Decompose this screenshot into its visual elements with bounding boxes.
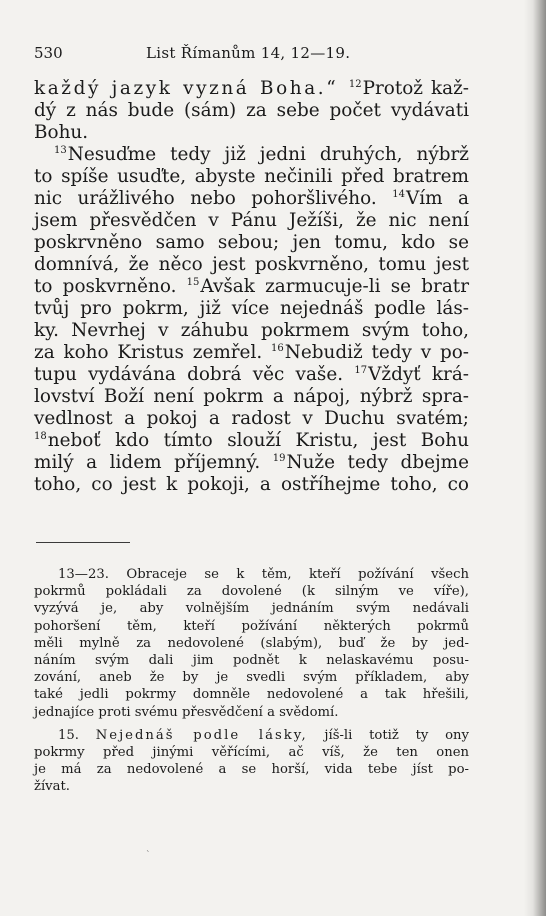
text-segment: nic urážlivého nebo pohoršlivého.	[34, 188, 393, 209]
text-line: náním svým dali jim podnět k nelaskavému posu-	[34, 653, 469, 669]
text-segment: Nuže tedy dbejme	[286, 452, 469, 473]
text-line: je má za nedovolené a se horší, vida tebe jíst po-	[34, 762, 469, 778]
verse-number: 12	[348, 79, 362, 90]
verse-number: 13	[54, 145, 67, 156]
text-line: vedlnost a pokoj a radost v Duchu svatém;	[34, 408, 469, 429]
text-line: dý z nás bude (sám) za sebe počet vydávati	[34, 100, 469, 121]
text-line: jsem přesvědčen v Pánu Ježíši, že nic není	[34, 210, 469, 231]
text-line: lovství Boží není pokrm a nápoj, nýbrž spra-	[34, 386, 469, 407]
text-segment: Nebudiž tedy v po-	[284, 342, 470, 363]
text-line: domnívá, že něco jest poskvrněno, tomu jest	[34, 254, 469, 275]
text-line	[34, 430, 469, 452]
text-segment: neboť kdo tímto slouží Kristu, jest Bohu	[47, 430, 469, 451]
text-line	[34, 727, 469, 744]
text-line: jednajíce proti svému přesvědčení a svědomí.	[34, 704, 339, 720]
text-line: měli mylně za nedovolené (slabým), buď že by jed-	[34, 635, 469, 651]
page-edge-shadow	[524, 0, 546, 916]
text-line: pokrmů pokládali za dovolené (k silným ve víře),	[34, 584, 469, 600]
text-line: ky. Nevrhej v záhubu pokrmem svým toho,	[34, 320, 469, 341]
text-segment: Nesuďme tedy již jedni druhých, nýbrž	[67, 144, 469, 165]
stray-mark: `	[146, 851, 151, 861]
text-segment: milý a lidem příjemný.	[34, 452, 273, 473]
text-line: to spíše usuďte, abyste nečinili před bratrem	[34, 166, 469, 187]
spaced-text: Nejednáš podle lásky,	[95, 727, 308, 743]
footnote-15	[34, 727, 469, 796]
text-line: poskrvněno samo sebou; jen tomu, kdo se	[34, 232, 469, 253]
text-line: pohoršení těm, kteří požívání některých pokrmů	[34, 618, 469, 634]
text-line	[34, 188, 469, 210]
spaced-text: každý jazyk vyzná Boha.“	[34, 78, 349, 99]
page-number: 530	[34, 44, 63, 62]
text-segment: 15.	[58, 727, 96, 743]
text-segment: jíš-li totiž ty ony	[307, 727, 469, 743]
running-head: List Římanům 14, 12—19.	[146, 44, 351, 62]
main-text	[34, 78, 469, 496]
verse-number: 17	[354, 365, 368, 376]
text-line	[34, 452, 469, 474]
footnote-rule	[36, 542, 130, 543]
text-line: pokrmy před jinými věřícími, ač víš, že ten onen	[34, 745, 469, 761]
text-segment: Avšak zarmucuje-li se bratr	[200, 276, 469, 297]
text-segment: tupu vydávána dobrá věc vaše.	[34, 364, 355, 385]
verse-number: 16	[271, 343, 284, 354]
text-segment: Vím a	[405, 188, 469, 209]
footnote-13-23	[34, 566, 469, 721]
text-line: toho, co jest k pokoji, a ostříhejme toho, co	[34, 474, 469, 495]
text-segment: Vždyť krá-	[368, 364, 470, 385]
verse-number: 15	[186, 277, 200, 288]
verse-number: 19	[272, 453, 286, 464]
text-line	[34, 78, 469, 100]
footnotes	[34, 566, 469, 802]
verse-number: 14	[392, 189, 405, 200]
verse-number: 18	[34, 431, 47, 442]
page-header	[34, 44, 474, 68]
text-segment: to poskvrněno.	[34, 276, 187, 297]
text-segment: za koho Kristus zemřel.	[34, 342, 271, 363]
text-line	[34, 364, 469, 386]
text-line: vyzývá je, aby volnějším jednáním svým nedávali	[34, 601, 469, 617]
text-line	[34, 276, 469, 298]
text-line	[34, 342, 469, 364]
text-line: tvůj pro pokrm, již více nejednáš podle lás-	[34, 298, 469, 319]
text-line	[34, 144, 469, 166]
text-line: zování, aneb že by je svedli svým příkladem, aby	[34, 670, 469, 686]
text-line: Bohu.	[34, 122, 89, 143]
text-line: také jedli pokrmy domněle nedovolené a tak hřešili,	[34, 687, 469, 703]
text-line: 13—23. Obraceje se k těm, kteří požívání všech	[58, 567, 469, 582]
text-segment: Protož kaž-	[362, 78, 469, 99]
text-line: žívat.	[34, 779, 70, 795]
